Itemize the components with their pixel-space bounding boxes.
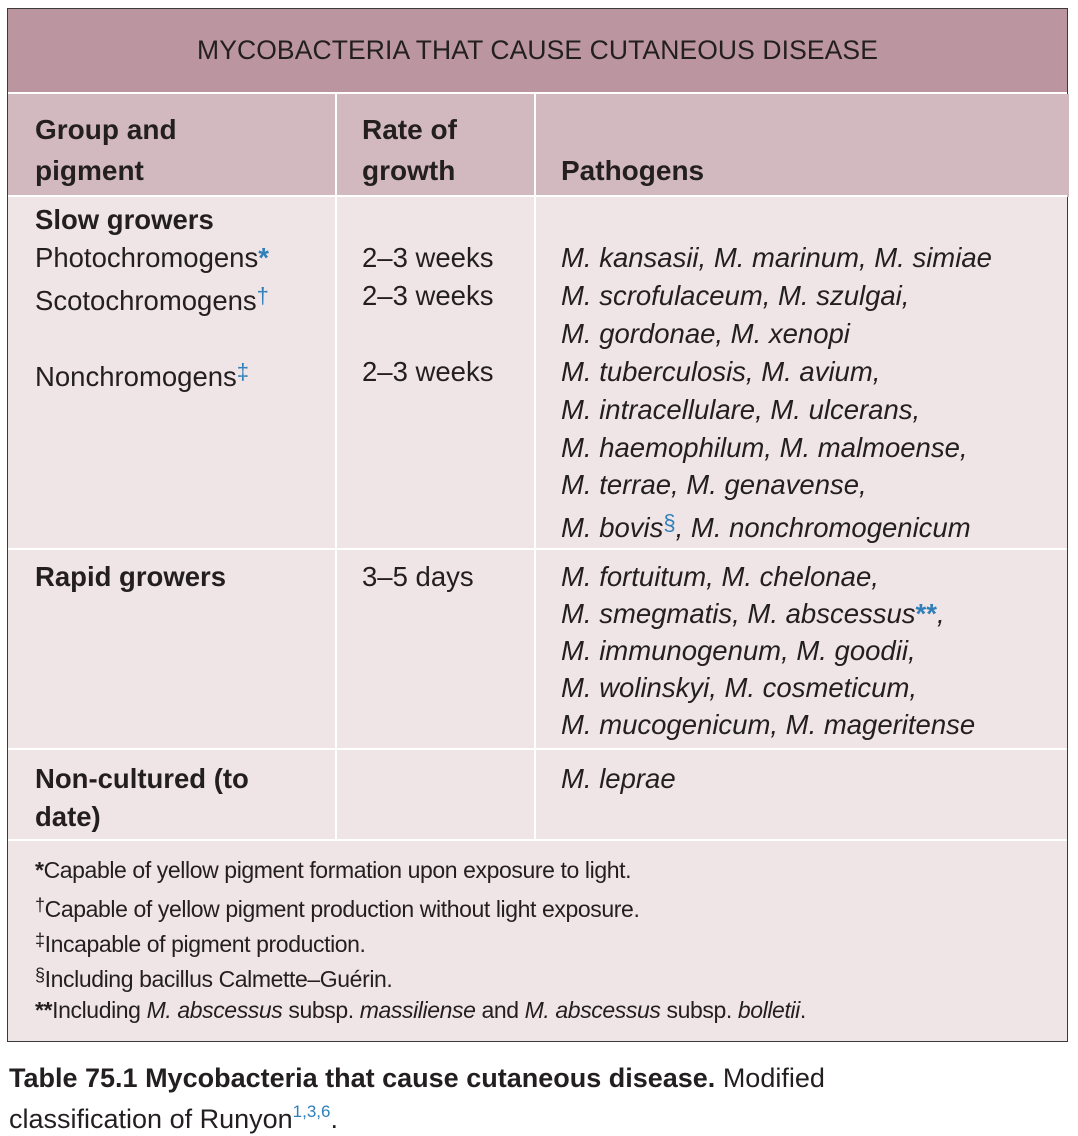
scotochromogens-text: Scotochromogens (35, 285, 257, 316)
caption-period: . (330, 1104, 338, 1134)
noncultured-pathogens: M. leprae (561, 763, 676, 794)
nonchromogens-pathogens-2: M. intracellulare, M. ulcerans, (561, 394, 921, 425)
rapid-pathogens-4: M. wolinskyi, M. cosmeticum, (561, 672, 918, 703)
pathogen-abscessus: M. smegmatis, M. abscessus (561, 598, 916, 629)
noncultured-heading-2: date) (35, 801, 101, 832)
row-divider (8, 548, 1067, 550)
header-pathogens (536, 94, 1069, 197)
header-group-line1: Group and (35, 114, 177, 145)
footnote-symbol: † (35, 895, 45, 915)
footnote-text: and (475, 997, 525, 1023)
comma: , (936, 598, 945, 629)
caption-text: Modified (715, 1063, 825, 1093)
photochromogens-pathogens: M. kansasii, M. marinum, M. simiae (561, 242, 992, 273)
scotochromogens-pathogens-1: M. scrofulaceum, M. szulgai, (561, 280, 910, 311)
column-divider (534, 94, 536, 841)
caption-references[interactable]: 1,3,6 (292, 1102, 331, 1121)
table-title: MYCOBACTERIA THAT CAUSE CUTANEOUS DISEASE (8, 9, 1067, 94)
photochromogens-rate: 2–3 weeks (362, 242, 494, 273)
header-rate-line1: Rate of (362, 114, 457, 145)
table-frame (7, 8, 1068, 1042)
photochromogens-label (35, 239, 269, 277)
header-pathogens-label: Pathogens (561, 155, 705, 186)
nonchromogens-text: Nonchromogens (35, 361, 237, 392)
rapid-growers-heading: Rapid growers (35, 561, 227, 592)
rapid-pathogens-3: M. immunogenum, M. goodii, (561, 635, 916, 666)
header-group-line2: pigment (35, 155, 144, 186)
table-caption (9, 1062, 1069, 1136)
pathogen-nonchromogenicum: , M. nonchromogenicum (675, 512, 971, 543)
rapid-growers-rate: 3–5 days (362, 561, 474, 592)
header-group-pigment (8, 94, 335, 197)
header-rate-line2: growth (362, 155, 456, 186)
nonchromogens-label (35, 353, 249, 396)
footnote-text: Including bacillus Calmette–Guérin. (44, 966, 393, 992)
column-divider (335, 94, 337, 841)
footnote-text: subsp. (660, 997, 738, 1023)
footnote-4 (35, 958, 392, 997)
caption-line-2 (9, 1095, 1069, 1136)
footnote-mark: ‡ (236, 359, 250, 384)
footnote-2 (35, 888, 639, 927)
nonchromogens-pathogens-1: M. tuberculosis, M. avium, (561, 356, 881, 387)
row-divider (8, 195, 1067, 197)
footnote-text: Capable of yellow pigment production without light exposure. (44, 896, 640, 922)
footnote-symbol: ‡ (35, 930, 45, 950)
rapid-pathogens-5: M. mucogenicum, M. mageritense (561, 709, 976, 740)
footnote-mark: † (256, 283, 269, 308)
footnote-text: Capable of yellow pigment formation upon exposure to light. (43, 857, 632, 883)
footnote-mark: ** (915, 598, 937, 629)
photochromogens-text: Photochromogens (35, 242, 259, 273)
footnote-italic: M. abscessus (524, 997, 661, 1023)
header-rate (337, 94, 534, 197)
nonchromogens-pathogens-5 (561, 504, 971, 547)
noncultured-heading-1: Non-cultured (to (35, 763, 249, 794)
row-divider (8, 748, 1067, 750)
row-divider (8, 839, 1067, 841)
caption-title: Table 75.1 Mycobacteria that cause cutaneous disease. (9, 1063, 716, 1093)
footnote-italic: bolletii (737, 997, 800, 1023)
footnote-5 (35, 993, 806, 1028)
footnote-symbol: § (35, 965, 45, 985)
footnote-1 (35, 853, 631, 888)
footnote-symbol: * (35, 857, 44, 883)
footnote-symbol: ** (35, 997, 53, 1023)
slow-growers-heading: Slow growers (35, 204, 214, 235)
footnote-text: . (799, 997, 806, 1023)
scotochromogens-rate: 2–3 weeks (362, 280, 494, 311)
footnote-mark: * (258, 242, 269, 273)
footnote-text: Including (52, 997, 147, 1023)
footnote-mark: § (663, 510, 676, 535)
nonchromogens-pathogens-3: M. haemophilum, M. malmoense, (561, 432, 968, 463)
rapid-pathogens-1: M. fortuitum, M. chelonae, (561, 561, 879, 592)
caption-line-1 (9, 1062, 1069, 1095)
rapid-pathogens-2 (561, 595, 945, 633)
footnote-italic: M. abscessus (146, 997, 283, 1023)
caption-text: classification of Runyon (9, 1104, 293, 1134)
footnote-text: Incapable of pigment production. (44, 931, 366, 957)
scotochromogens-label (35, 277, 269, 320)
pathogen-bovis: M. bovis (561, 512, 664, 543)
nonchromogens-pathogens-4: M. terrae, M. genavense, (561, 469, 867, 500)
footnote-text: subsp. (282, 997, 360, 1023)
footnote-italic: massiliense (359, 997, 476, 1023)
footnote-3 (35, 923, 366, 962)
nonchromogens-rate: 2–3 weeks (362, 356, 494, 387)
scotochromogens-pathogens-2: M. gordonae, M. xenopi (561, 318, 850, 349)
